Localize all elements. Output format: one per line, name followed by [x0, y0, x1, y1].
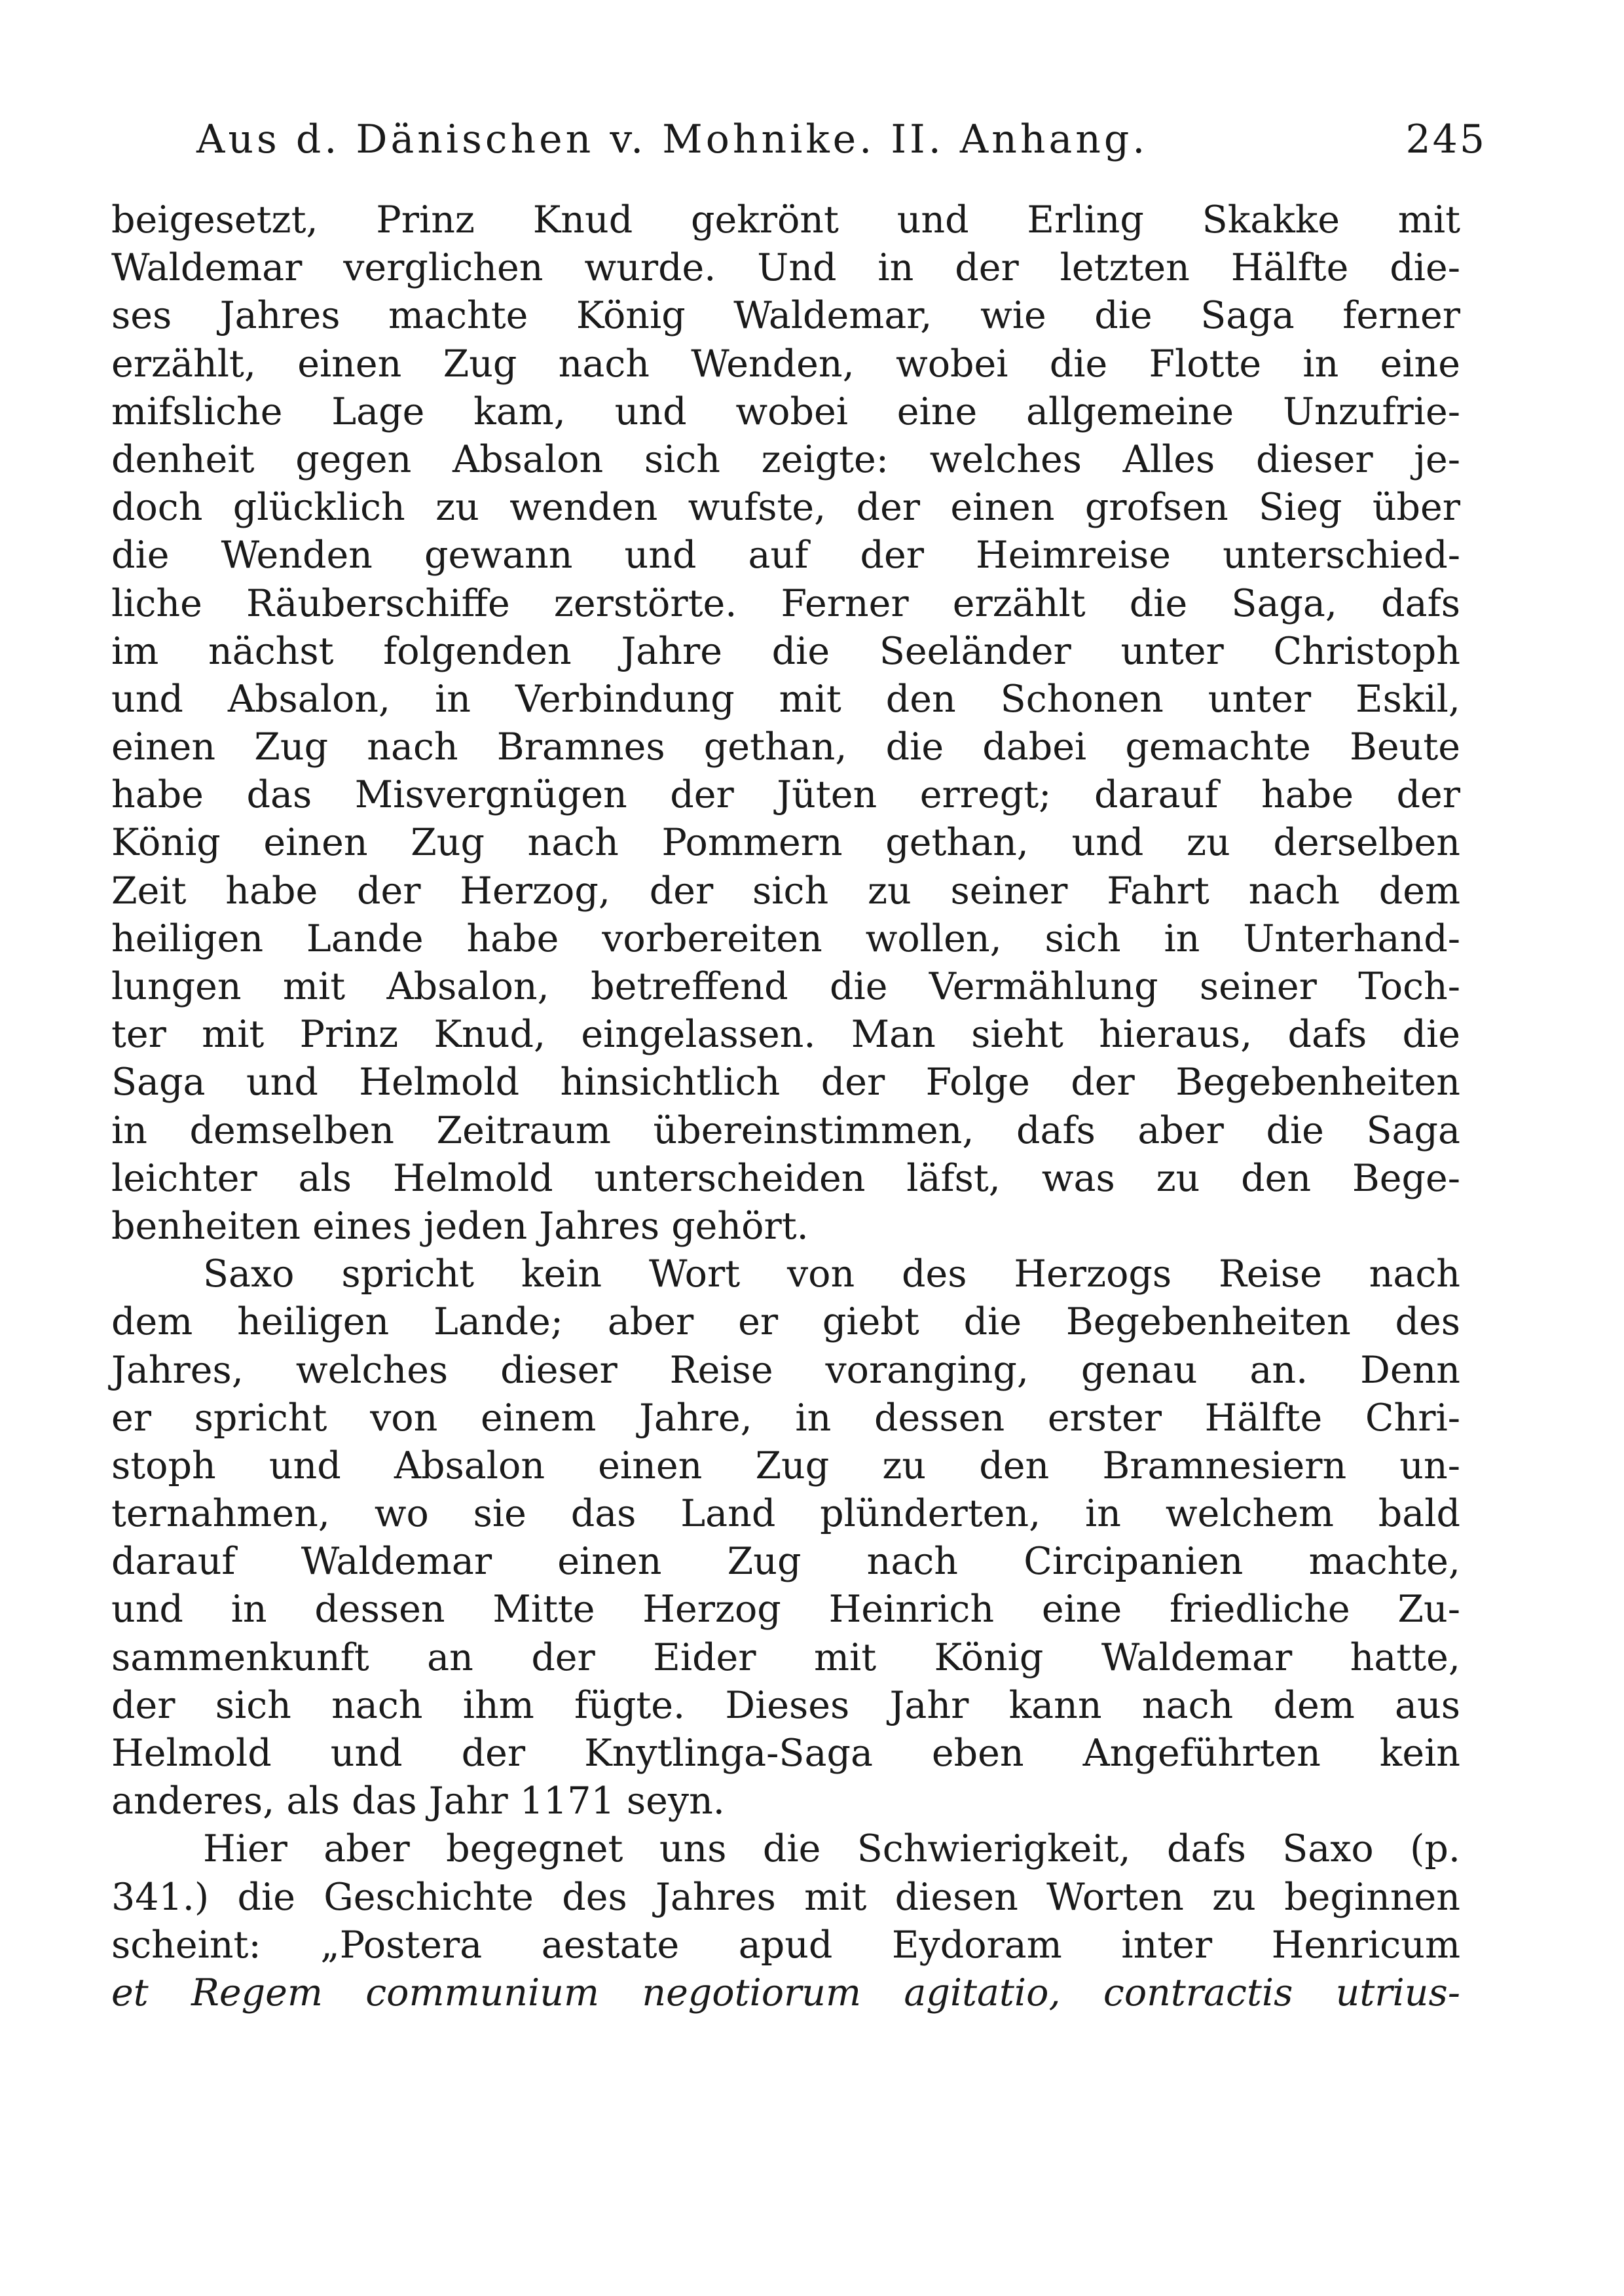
- text-line: scheint: „Postera aestate apud Eydoram inter Henricum: [111, 1923, 1460, 1967]
- text-line: in demselben Zeitraum übereinstimmen, dafs aber die Saga: [111, 1108, 1460, 1152]
- text-line: anderes, als das Jahr 1171 seyn.: [111, 1779, 725, 1823]
- text-line: König einen Zug nach Pommern gethan, und zu derselben: [111, 821, 1460, 865]
- text-line: darauf Waldemar einen Zug nach Circipanien machte,: [111, 1540, 1460, 1584]
- text-line: stoph und Absalon einen Zug zu den Bramnesiern un-: [111, 1444, 1460, 1487]
- text-line: benheiten eines jeden Jahres gehört.: [111, 1204, 809, 1248]
- text-line: dem heiligen Lande; aber er giebt die Begebenheiten des: [111, 1300, 1460, 1344]
- text-line: heiligen Lande habe vorbereiten wollen, sich in Unterhand-: [111, 917, 1460, 960]
- text-line: Saga und Helmold hinsichtlich der Folge der Begebenheiten: [111, 1061, 1460, 1104]
- text-line: erzählt, einen Zug nach Wenden, wobei die Flotte in eine: [111, 342, 1460, 386]
- text-line: denheit gegen Absalon sich zeigte: welches Alles dieser je-: [111, 437, 1460, 481]
- text-line: ternahmen, wo sie das Land plünderten, in welchem bald: [111, 1492, 1460, 1536]
- text-line: mifsliche Lage kam, und wobei eine allgemeine Unzufrie-: [111, 390, 1460, 433]
- text-line: und Absalon, in Verbindung mit den Schonen unter Eskil,: [111, 677, 1460, 721]
- text-line: die Wenden gewann und auf der Heimreise unterschied-: [111, 534, 1460, 577]
- text-line: ses Jahres machte König Waldemar, wie die Saga ferner: [111, 294, 1460, 338]
- paragraph-2: [111, 1250, 1460, 1825]
- page-number: 245: [1405, 117, 1486, 162]
- text-line: doch glücklich zu wenden wufste, der einen grofsen Sieg über: [111, 486, 1460, 530]
- text-line: sammenkunft an der Eider mit König Waldemar hatte,: [111, 1635, 1460, 1679]
- text-line: liche Räuberschiffe zerstörte. Ferner erzählt die Saga, dafs: [111, 581, 1460, 625]
- text-line: Waldemar verglichen wurde. Und in der letzten Hälfte die-: [111, 246, 1460, 290]
- text-line: et Regem communium negotiorum agitatio, contractis utrius-: [111, 1971, 1460, 2014]
- text-line: Saxo spricht kein Wort von des Herzogs Reise nach: [203, 1252, 1460, 1296]
- running-head: Aus d. Dänischen v. Mohnike. II. Anhang.: [196, 117, 1149, 162]
- paragraph-3: [111, 1825, 1460, 2017]
- text-line: Helmold und der Knytlinga-Saga eben Angeführten kein: [111, 1732, 1460, 1775]
- text-line: Hier aber begegnet uns die Schwierigkeit, dafs Saxo (p.: [203, 1827, 1460, 1871]
- text-line: einen Zug nach Bramnes gethan, die dabei gemachte Beute: [111, 725, 1460, 769]
- text-body: [111, 196, 1460, 2017]
- text-line: leichter als Helmold unterscheiden läfst, was zu den Bege-: [111, 1156, 1460, 1200]
- text-line: im nächst folgenden Jahre die Seeländer unter Christoph: [111, 629, 1460, 673]
- text-line: und in dessen Mitte Herzog Heinrich eine friedliche Zu-: [111, 1588, 1460, 1631]
- text-line: Jahres, welches dieser Reise voranging, genau an. Denn: [111, 1348, 1460, 1392]
- text-line: habe das Misvergnügen der Jüten erregt; darauf habe der: [111, 773, 1460, 817]
- text-line: lungen mit Absalon, betreffend die Vermählung seiner Toch-: [111, 965, 1460, 1008]
- text-line: der sich nach ihm fügte. Dieses Jahr kann nach dem aus: [111, 1683, 1460, 1727]
- text-line: Zeit habe der Herzog, der sich zu seiner Fahrt nach dem: [111, 869, 1460, 913]
- paragraph-1: [111, 196, 1460, 1250]
- text-line: beigesetzt, Prinz Knud gekrönt und Erling Skakke mit: [111, 198, 1460, 242]
- text-line: er spricht von einem Jahre, in dessen erster Hälfte Chri-: [111, 1396, 1460, 1440]
- text-line: ter mit Prinz Knud, eingelassen. Man sieht hieraus, dafs die: [111, 1013, 1460, 1057]
- page-header: [190, 117, 1486, 175]
- text-line: 341.) die Geschichte des Jahres mit diesen Worten zu beginnen: [111, 1875, 1460, 1919]
